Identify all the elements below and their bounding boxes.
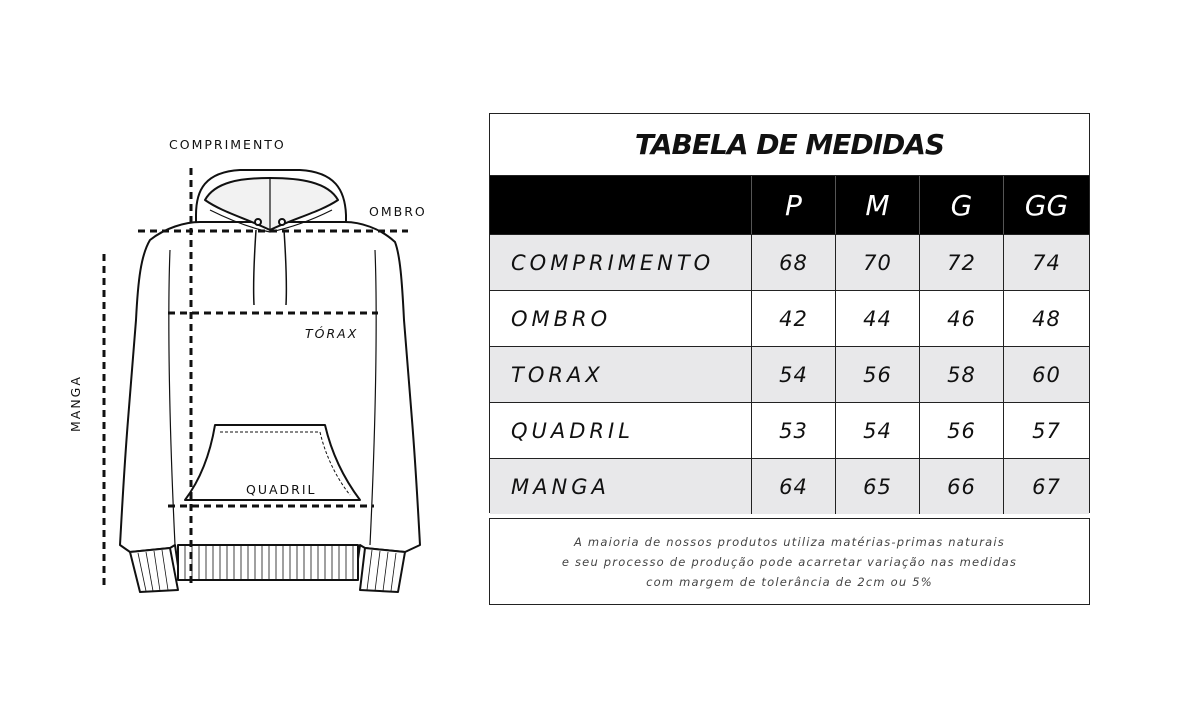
row-value: 58 bbox=[920, 347, 1004, 402]
row-value: 74 bbox=[1032, 250, 1061, 275]
table-header bbox=[490, 176, 1089, 234]
row-value: 57 bbox=[1032, 418, 1061, 443]
label-torax: TÓRAX bbox=[305, 326, 359, 341]
row-label: TORAX bbox=[490, 347, 752, 402]
row-value: 42 bbox=[752, 291, 836, 346]
row-value: 64 bbox=[752, 459, 836, 514]
table-row bbox=[490, 290, 1089, 346]
row-label: OMBRO bbox=[490, 291, 752, 346]
table-row bbox=[490, 346, 1089, 402]
header-size-gg: GG bbox=[1024, 188, 1069, 222]
hem-ribbing bbox=[178, 545, 358, 580]
row-value: 46 bbox=[920, 291, 1004, 346]
note-line: com margem de tolerância de 2cm ou 5% bbox=[646, 574, 933, 589]
row-value: 67 bbox=[1032, 474, 1061, 499]
row-value: 54 bbox=[752, 347, 836, 402]
left-cuff bbox=[130, 548, 178, 592]
row-value: 65 bbox=[836, 459, 920, 514]
right-cuff bbox=[360, 548, 405, 592]
row-value: 60 bbox=[1032, 362, 1061, 387]
table-title: TABELA DE MEDIDAS bbox=[490, 114, 1089, 176]
header-size-g: G bbox=[920, 176, 1004, 234]
row-value: 56 bbox=[836, 347, 920, 402]
row-value: 54 bbox=[836, 403, 920, 458]
row-value: 68 bbox=[752, 235, 836, 290]
row-value: 56 bbox=[920, 403, 1004, 458]
row-value: 72 bbox=[920, 235, 1004, 290]
label-manga: MANGA bbox=[68, 375, 83, 432]
row-label: MANGA bbox=[490, 459, 752, 514]
size-table bbox=[489, 113, 1090, 513]
label-comprimento: COMPRIMENTO bbox=[169, 137, 286, 152]
table-row bbox=[490, 234, 1089, 290]
row-value: 48 bbox=[1032, 306, 1061, 331]
note-line: A maioria de nossos produtos utiliza matérias-primas naturais bbox=[574, 534, 1005, 549]
row-value: 44 bbox=[836, 291, 920, 346]
header-size-p: P bbox=[752, 176, 836, 234]
row-value: 53 bbox=[752, 403, 836, 458]
hoodie-diagram bbox=[60, 120, 460, 600]
row-label: COMPRIMENTO bbox=[490, 235, 752, 290]
header-size-m: M bbox=[836, 176, 920, 234]
row-value: 66 bbox=[920, 459, 1004, 514]
label-quadril: QUADRIL bbox=[246, 482, 317, 497]
table-row bbox=[490, 402, 1089, 458]
note-line: e seu processo de produção pode acarretar variação nas medidas bbox=[561, 554, 1018, 569]
label-ombro: OMBRO bbox=[369, 204, 427, 219]
header-empty-cell bbox=[490, 176, 752, 234]
table-row bbox=[490, 458, 1089, 514]
row-value: 70 bbox=[836, 235, 920, 290]
tolerance-note bbox=[489, 518, 1090, 605]
row-label: QUADRIL bbox=[490, 403, 752, 458]
